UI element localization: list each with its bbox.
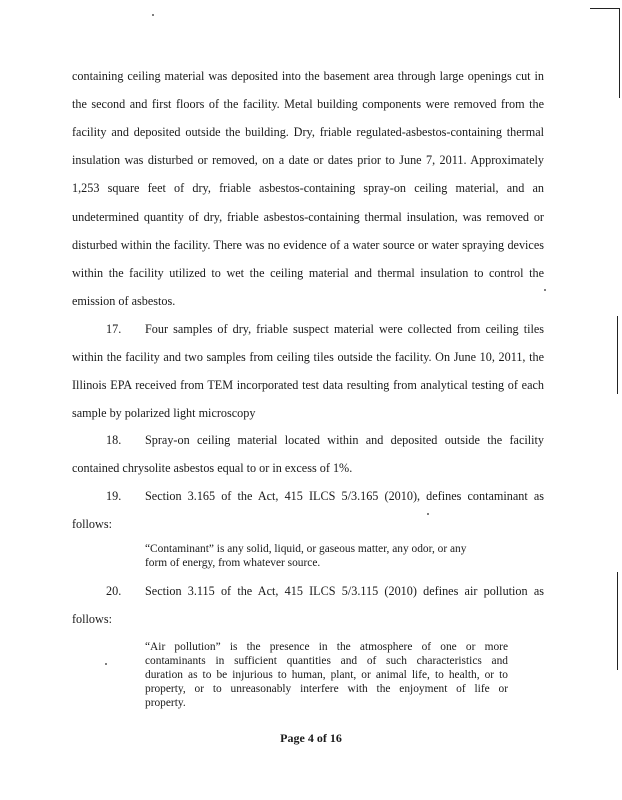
body-line: contained chrysolite asbestos equal to or in excess of 1%. (72, 461, 353, 475)
scan-speck (152, 14, 154, 16)
body-line: emission of asbestos. (72, 294, 176, 308)
scan-edge-mark-top (590, 8, 620, 9)
body-line: sample by polarized light microscopy (72, 406, 256, 420)
paragraph-number: 17. (106, 322, 122, 336)
scan-edge-mark-low (617, 572, 618, 670)
paragraph-first-line: Four samples of dry, friable suspect material were collected from ceiling tiles (145, 322, 544, 336)
scan-edge-mark-mid (617, 316, 618, 394)
paragraph-number: 18. (106, 433, 122, 447)
scan-speck (105, 663, 107, 665)
paragraph-first-line: Section 3.165 of the Act, 415 ILCS 5/3.165 (2010), defines contaminant as (145, 489, 544, 503)
body-line: 1,253 square feet of dry, friable asbestos-containing spray-on ceiling material, and an (72, 181, 544, 195)
body-line: facility and deposited outside the building. Dry, friable regulated-asbestos-containing thermal (72, 125, 544, 139)
paragraph-number: 19. (106, 489, 122, 503)
body-line: within the facility utilized to wet the ceiling material and thermal insulation to control the (72, 266, 544, 280)
quote-line: “Contaminant” is any solid, liquid, or gaseous matter, any odor, or any (145, 543, 467, 555)
quote-line: property. (145, 697, 186, 709)
quote-line: “Air pollution” is the presence in the atmosphere of one or more (145, 641, 508, 653)
paragraph-first-line: Section 3.115 of the Act, 415 ILCS 5/3.115 (2010) defines air pollution as (145, 584, 544, 598)
quote-line: contaminants in sufficient quantities and of such characteristics and (145, 655, 508, 667)
paragraph-number: 20. (106, 584, 122, 598)
body-line: containing ceiling material was deposited into the basement area through large openings cut in (72, 69, 544, 83)
quote-line: property, or to unreasonably interfere with the enjoyment of life or (145, 683, 508, 695)
body-line: insulation was disturbed or removed, on a date or dates prior to June 7, 2011. Approximately (72, 153, 544, 167)
scan-speck (427, 513, 429, 515)
body-line: Illinois EPA received from TEM incorporated test data resulting from analytical testing of each (72, 378, 544, 392)
body-line: follows: (72, 517, 112, 531)
body-line: the second and first floors of the facility. Metal building components were removed from the (72, 97, 544, 111)
paragraph-first-line: Spray-on ceiling material located within and deposited outside the facility (145, 433, 544, 447)
quote-line: duration as to be injurious to human, plant, or animal life, to health, or to (145, 669, 508, 681)
page-number-footer: Page 4 of 16 (280, 731, 342, 745)
body-line: follows: (72, 612, 112, 626)
scan-speck (544, 289, 546, 291)
body-line: within the facility and two samples from ceiling tiles outside the facility. On June 10, 2011, the (72, 350, 544, 364)
scan-edge-mark-right (619, 8, 620, 98)
quote-line: form of energy, from whatever source. (145, 557, 321, 569)
body-line: undetermined quantity of dry, friable asbestos-containing thermal insulation, was removed or (72, 210, 544, 224)
body-line: disturbed within the facility. There was no evidence of a water source or water spraying devices (72, 238, 544, 252)
